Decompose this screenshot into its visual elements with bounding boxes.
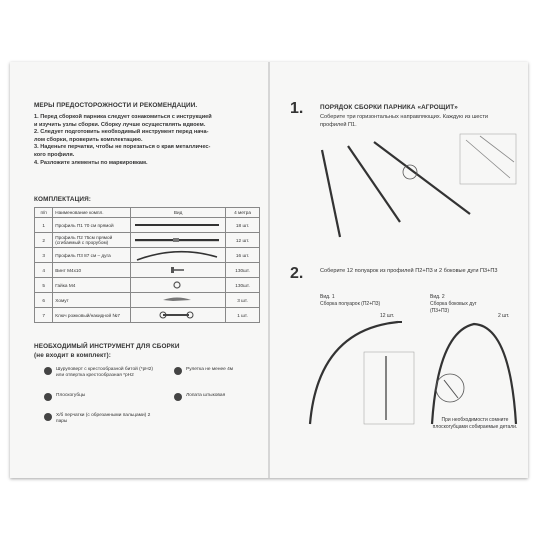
header-qty: 4 метра [226,208,260,218]
step2-text: Соберите 12 полуарок из профилей П2+П3 и 2 боковые дуги П3+П3 [320,268,498,274]
row-name: Ключ рожковый/накидной №7 [53,308,131,323]
table-row [35,278,260,293]
row-qty: 1 шт. [226,308,260,323]
tool-item [56,393,156,399]
row-qty: 16 шт. [226,248,260,263]
tool-label: Плоскогубцы [56,393,86,398]
precaution-line: кого профиля. [34,151,75,158]
screw-icon [133,265,221,275]
tool-label: Шуруповерт с крестообразной битой (*рН2) или отвертка крестообразная *рН2 [56,367,153,378]
right-page [270,62,528,478]
tool-label: Лопата штыковая [186,393,226,398]
bendable-profile-icon [133,235,221,245]
precaution-line: 1. Перед сборкой парника следует ознакомиться с инструкцией [34,114,212,120]
step1-text: Соберите три горизонтальных направляющих. Каждую из шести профилей П1. [320,114,489,128]
instruction-booklet [10,62,528,478]
kit-title: КОМПЛЕКТАЦИЯ: [34,196,91,203]
row-name: Винт М4х10 [53,263,131,278]
table-row [35,293,260,308]
table-row [35,218,260,233]
step2-diagram [298,312,522,432]
step1-title: ПОРЯДОК СБОРКИ ПАРНИКА «АГРОЩИТ» [320,104,458,111]
row-name: Гайка М4 [53,278,131,293]
gloves-icon [44,413,52,421]
view1-qty: 12 шт. [380,313,395,319]
row-qty: 130шт. [226,263,260,278]
row-qty: 12 шт. [226,233,260,248]
pliers-icon [44,393,52,401]
row-name: Профиль П3 87 см – дуга [53,248,131,263]
row-image [131,263,226,278]
table-row [35,308,260,323]
step2-note: При необходимости сомните плоскогубцами собираемые детали. [432,417,518,430]
tool-item [186,367,246,373]
tool-item [56,367,162,379]
row-image [131,248,226,263]
row-num: 6 [35,293,53,308]
clamp-icon [133,295,221,305]
view2-qty: 2 шт. [498,313,510,319]
precaution-line: лом сборки, проверить комплектацию. [34,136,143,143]
row-num: 7 [35,308,53,323]
screwdriver-icon [44,367,52,375]
precaution-line: и изучить узлы сборки. Сборку лучше осуществлять вдвоем. [34,121,206,128]
row-qty: 130шт. [226,278,260,293]
header-num: п/п [35,208,53,218]
row-qty: 18 шт. [226,218,260,233]
step1-diagram [310,132,520,247]
step1-number: 1. [290,100,304,117]
shovel-icon [174,393,182,401]
row-num: 5 [35,278,53,293]
table-row [35,263,260,278]
tool-item [186,393,246,399]
row-image [131,308,226,323]
header-name: Наименование компл. [53,208,131,218]
row-image [131,218,226,233]
step2-number: 2. [290,265,304,282]
table-row [35,248,260,263]
view2-title: Вид. 2 [430,294,445,300]
precaution-line: 2. Следует подготовить необходимый инструмент перед нача- [34,129,209,136]
row-image [131,233,226,248]
row-num: 3 [35,248,53,263]
tool-label: Х/б перчатки (с обрезанными пальцами) 2 пары [56,413,151,424]
view1-caption: Сборка полуарок (П2+П3) [320,301,381,307]
arc-profile-icon [133,249,221,261]
precaution-line: 3. Наденьте перчатки, чтобы не порезаться о края металличес- [34,144,211,151]
tape-measure-icon [174,367,182,375]
row-name: Профиль П2 75см прямой (сгибаемый с прорубом) [53,233,131,248]
left-page [10,62,268,478]
wrench-icon [133,310,221,320]
tools-subtitle: (не входит в комплект): [34,352,111,359]
row-num: 2 [35,233,53,248]
table-row [35,233,260,248]
precautions-title: МЕРЫ ПРЕДОСТОРОЖНОСТИ И РЕКОМЕНДАЦИИ. [34,102,198,109]
straight-profile-icon [133,220,221,230]
row-num: 1 [35,218,53,233]
view1-title: Вид. 1 [320,294,335,300]
table-header-row [35,208,260,218]
precautions-list [34,114,264,167]
row-qty: 3 шт. [226,293,260,308]
tool-label: Рулетка не менее 4м [186,367,234,372]
row-name: Профиль П1 70 см прямой [53,218,131,233]
view2-caption: Сборка боковых дуг (П3+П3) [430,301,477,314]
row-name: Хомут [53,293,131,308]
kit-table [34,207,260,323]
row-image [131,278,226,293]
tool-item [56,413,152,425]
tools-title: НЕОБХОДИМЫЙ ИНСТРУМЕНТ ДЛЯ СБОРКИ [34,343,180,350]
precaution-line: 4. Разложите элементы по маркировкам. [34,159,148,166]
row-num: 4 [35,263,53,278]
nut-icon [133,280,221,290]
header-view: Вид [131,208,226,218]
row-image [131,293,226,308]
